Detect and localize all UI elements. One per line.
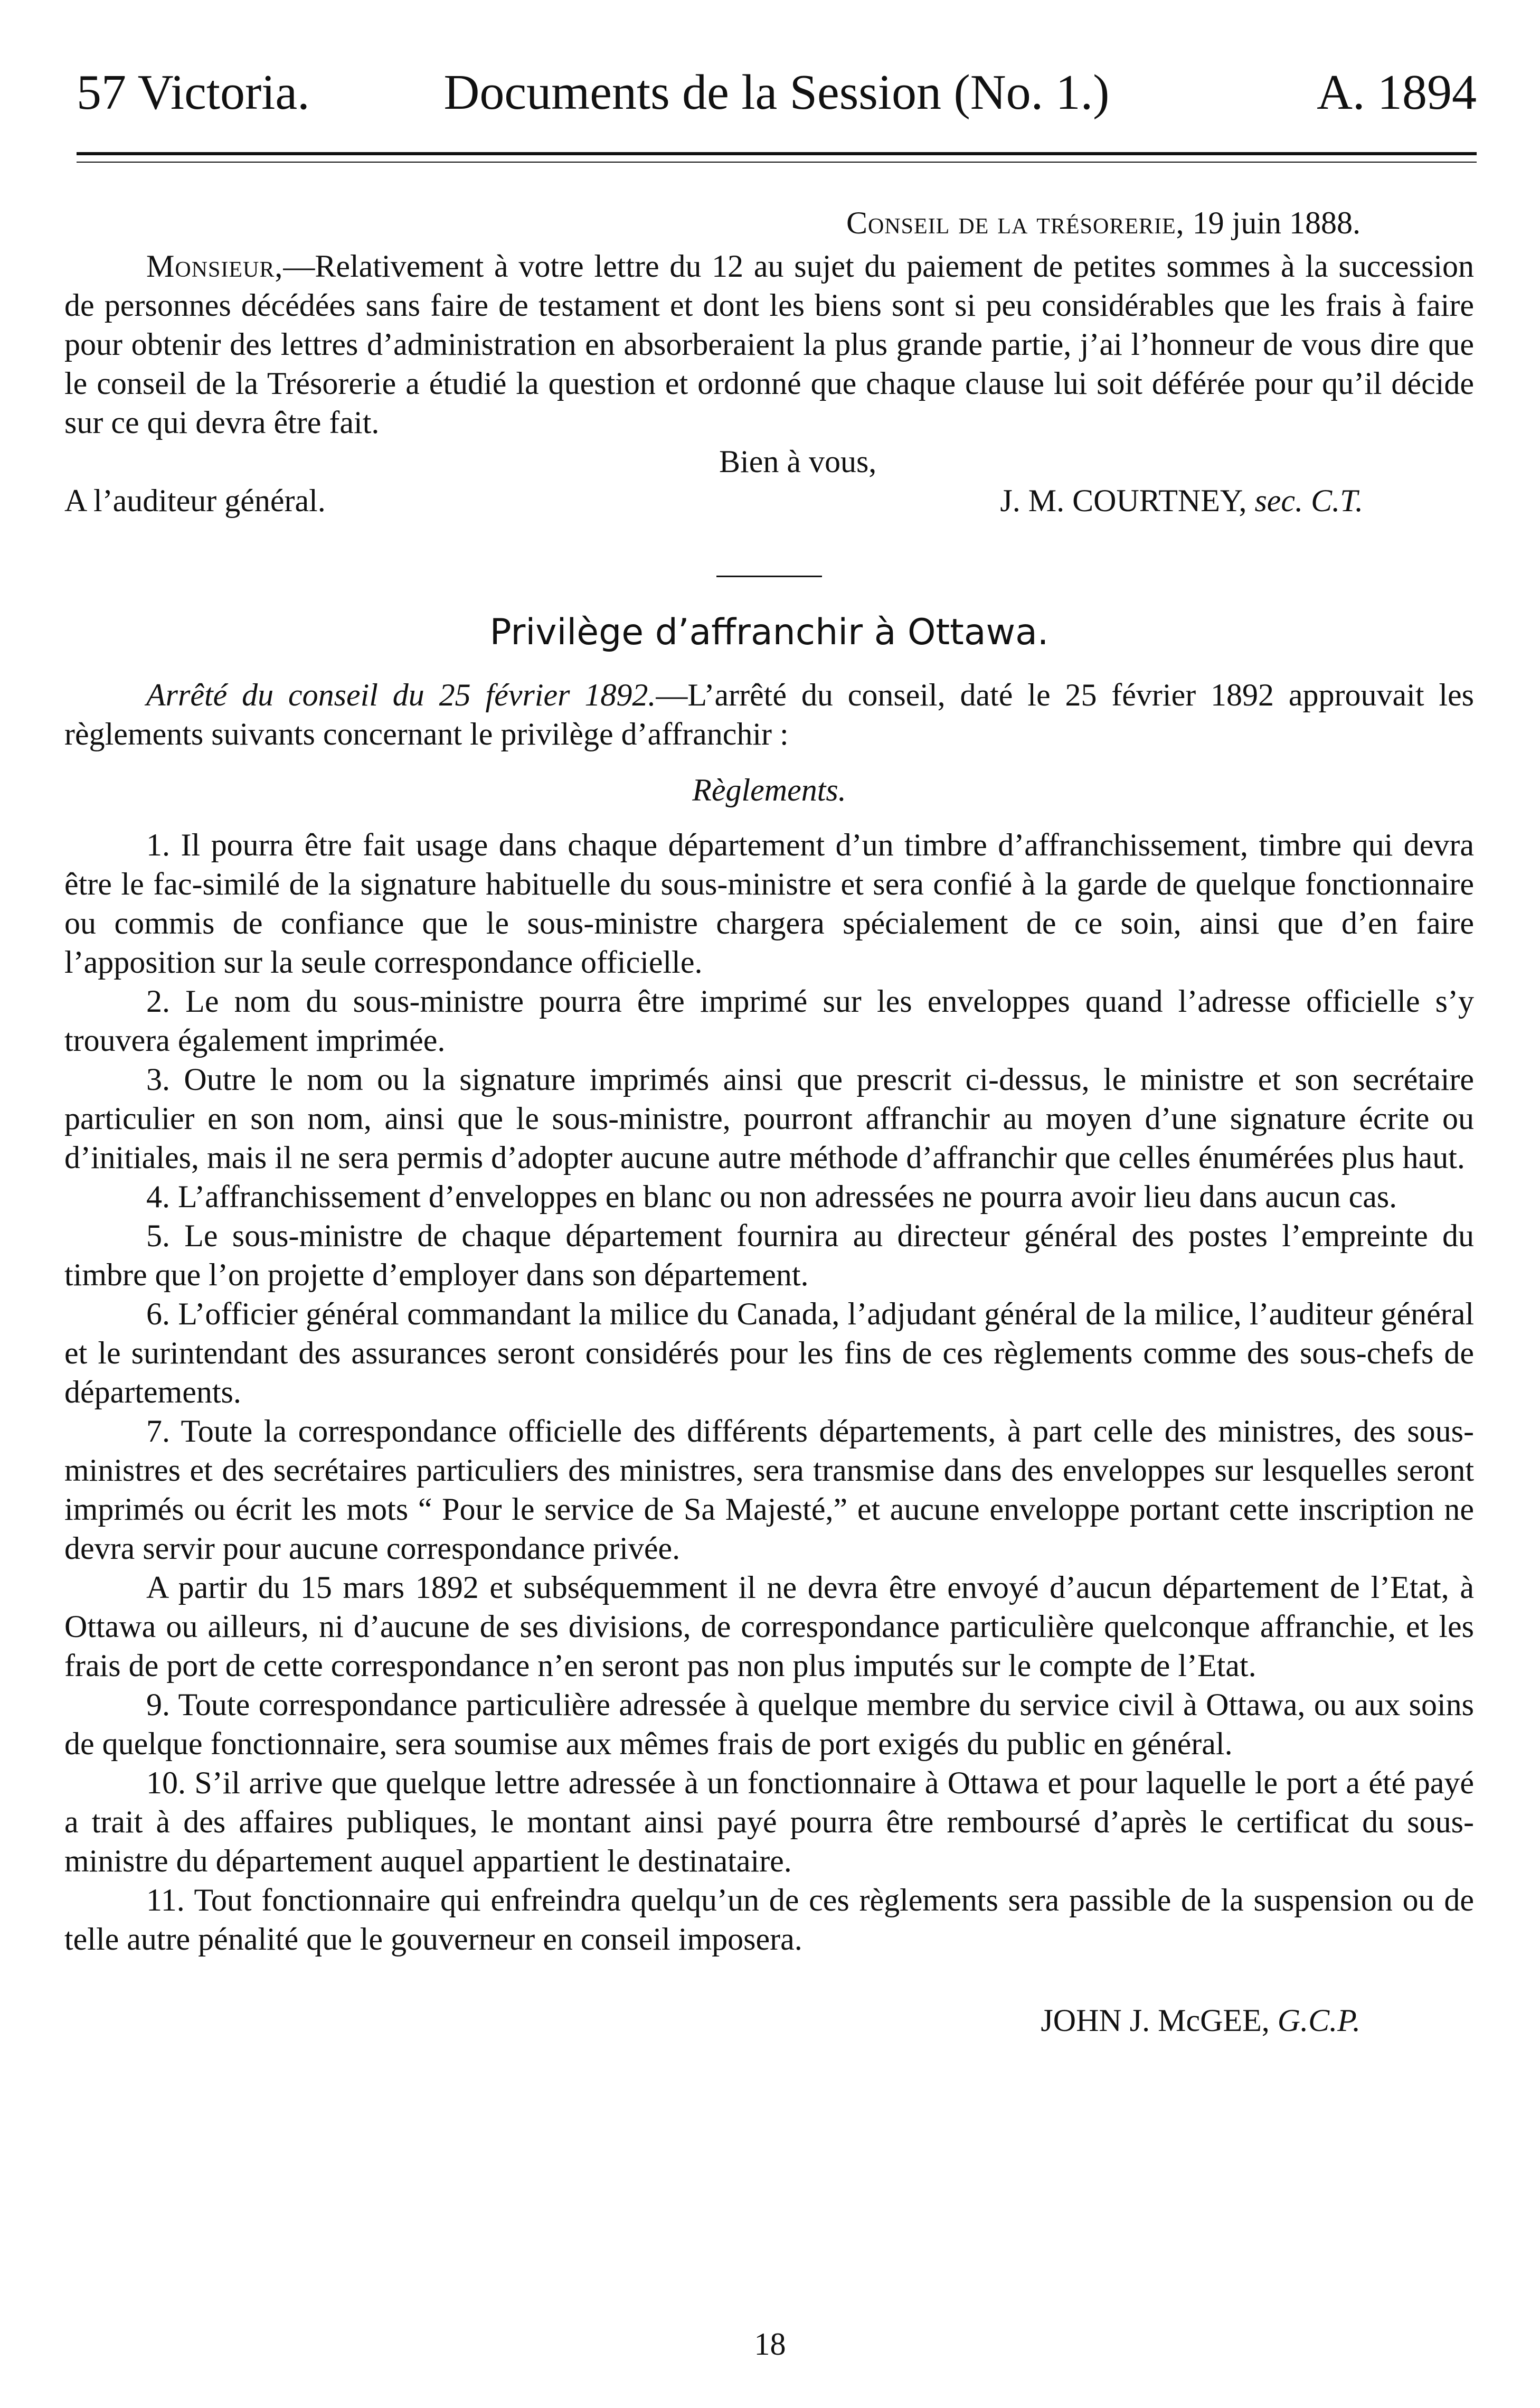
signoff-name: JOHN J. McGEE,: [1041, 2003, 1270, 2038]
rule-paragraph: 7. Toute la correspondance officielle des différents départements, à part celle des ministres, des sous-ministres et des secrétaires particuliers des ministres, sera transmise dans des enveloppes sur lesquelles seront imprimés ou écrit les mots “ Pour le service de Sa Majesté,” et aucune enveloppe portant cette inscription ne devra servir pour aucune correspondance privée.: [64, 1414, 1474, 1566]
rule-paragraph: 1. Il pourra être fait usage dans chaque département d’un timbre d’affranchissement, timbre qui devra être le fac-similé de la signature habituelle du sous-ministre et sera confié à la garde de quelque fonctionnaire ou commis de confiance que le sous-ministre chargera spécialement de ce soin, ainsi que d’en faire l’apposition sur la seule correspondance officielle.: [64, 827, 1474, 980]
header-year: A. 1894: [1317, 65, 1477, 120]
reglements-title: Règlements.: [692, 773, 846, 807]
section-divider: [716, 576, 822, 577]
rule-paragraph: 11. Tout fonctionnaire qui enfreindra quelqu’un de ces règlements sera passible de la suspension ou de telle autre pénalité que le gouverneur en conseil imposera.: [64, 1883, 1474, 1956]
signoff: [64, 2001, 1474, 2040]
section-intro: [64, 675, 1474, 754]
header-rule-thick: [77, 152, 1477, 155]
signoff-title: G.C.P.: [1277, 2003, 1361, 2038]
signature-title: sec. C.T.: [1254, 483, 1363, 518]
section-intro-text: —L’arrêté du conseil, daté le 25 février 1892 approuvait les règlements suivants concernant le privilège d’affranchir :: [64, 678, 1474, 751]
rule-paragraph: A partir du 15 mars 1892 et subséquemment il ne devra être envoyé d’aucun département de l’Etat, à Ottawa ou ailleurs, ni d’aucune de ses divisions, de correspondance particulière quelconque affranchie, et les frais de port de cette correspondance n’en seront pas non plus imputés sur le compte de l’Etat.: [64, 1570, 1474, 1683]
letter-addressee: A l’auditeur général.: [64, 483, 326, 518]
letter-closing: Bien à vous,: [719, 444, 877, 479]
page-number: 18: [754, 2327, 786, 2362]
running-header: [77, 61, 1477, 124]
rule-paragraph: 4. L’affranchissement d’enveloppes en blanc ou non adressées ne pourra avoir lieu dans aucun cas.: [146, 1179, 1397, 1214]
section-intro-italic: Arrêté du conseil du 25 février 1892.: [146, 678, 656, 712]
signature-name: J. M. COURTNEY,: [1000, 483, 1247, 518]
page-content: [64, 203, 1474, 2040]
rule-paragraph: 9. Toute correspondance particulière adressée à quelque membre du service civil à Ottawa, ou aux soins de quelque fonctionnaire, sera soumise aux mêmes frais de port exigés du public en général.: [64, 1687, 1474, 1761]
letter-dateline: [64, 203, 1474, 242]
letter-signature-row: [64, 481, 1474, 520]
header-title: Documents de la Session (No. 1.): [443, 65, 1110, 120]
header-session: 57 Victoria.: [77, 65, 310, 120]
letter-signature: [1000, 481, 1363, 520]
dateline-date: 19 juin 1888.: [1192, 205, 1361, 240]
dateline-sender: Conseil de la trésorerie,: [846, 205, 1185, 240]
rule-paragraph: 5. Le sous-ministre de chaque département fournira au directeur général des postes l’empreinte du timbre que l’on projette d’employer dans son département.: [64, 1218, 1474, 1292]
rule-paragraph: 2. Le nom du sous-ministre pourra être imprimé sur les enveloppes quand l’adresse officielle s’y trouvera également imprimée.: [64, 984, 1474, 1058]
section-title: Privilège d’affranchir à Ottawa.: [489, 612, 1049, 653]
header-rule-thin: [77, 162, 1477, 163]
letter-body-text: —Relativement à votre lettre du 12 au sujet du paiement de petites sommes à la succession de personnes décédées sans faire de testament et dont les biens sont si peu considérables que les frais à faire pour obtenir des lettres d’administration en absorberaient la plus grande partie, j’ai l’honneur de vous dire que le conseil de la Trésorerie a étudié la question et ordonné que chaque clause lui soit déférée pour qu’il décide sur ce qui devra être fait.: [64, 249, 1474, 440]
letter-body: [64, 247, 1474, 442]
rule-paragraph: 3. Outre le nom ou la signature imprimés ainsi que prescrit ci-dessus, le ministre et son secrétaire particulier en son nom, ainsi que le sous-ministre, pourront affranchir au moyen d’une signature écrite ou d’initiales, mais il ne sera permis d’adopter aucune autre méthode d’affranchir que celles énumérées plus haut.: [64, 1062, 1474, 1175]
rule-paragraph: 6. L’officier général commandant la milice du Canada, l’adjudant général de la milice, l’auditeur général et le surintendant des assurances seront considérés pour les fins de ces règlements comme des sous-chefs de départements.: [64, 1296, 1474, 1409]
letter-salutation: Monsieur,: [146, 249, 284, 284]
rule-paragraph: 10. S’il arrive que quelque lettre adressée à un fonctionnaire à Ottawa et pour laquelle le port a été payé a trait à des affaires publiques, le montant ainsi payé pourra être remboursé d’après le certificat du sous-ministre du département auquel appartient le destinataire.: [64, 1765, 1474, 1878]
